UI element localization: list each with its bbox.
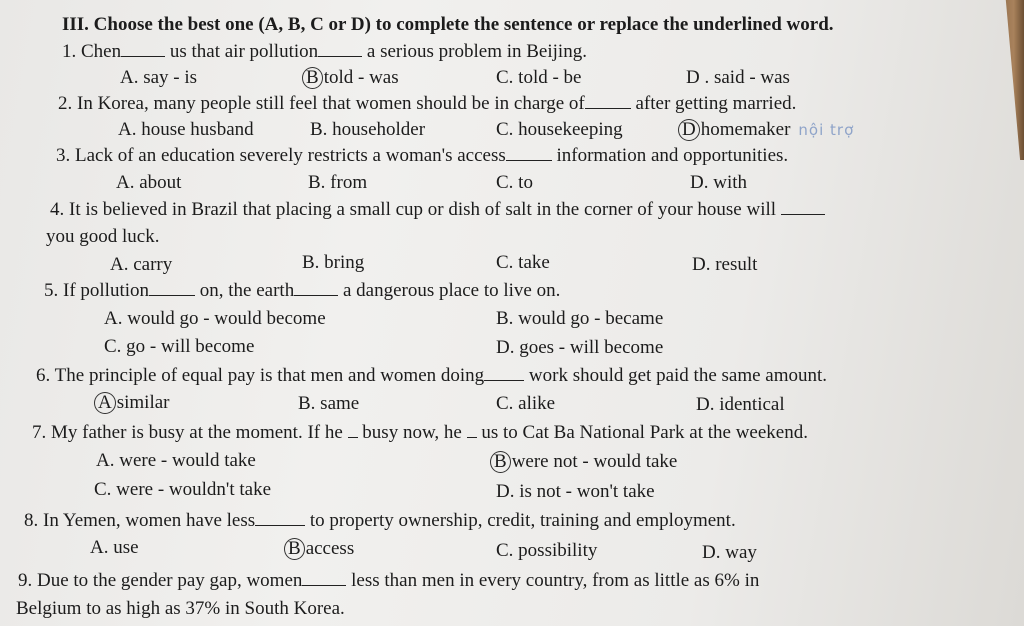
q7-option-a: A. were - would take — [96, 450, 256, 471]
q6-option-c: C. alike — [496, 393, 556, 414]
q8-option-b — [284, 537, 354, 561]
q7-option-b — [490, 450, 677, 474]
q7-text-2: busy now, he — [362, 422, 462, 443]
q1-text-1: Chen — [81, 41, 122, 62]
q2-handwritten-note: nội trợ — [798, 121, 855, 139]
q3-option-d: D. with — [690, 172, 747, 193]
question-6 — [36, 364, 827, 388]
question-3 — [56, 144, 788, 168]
q8-blank — [255, 511, 305, 526]
q9-text-1: 9. Due to the gender pay gap, women — [18, 570, 303, 591]
q7-text-1: 7. My father is busy at the moment. If he — [32, 422, 343, 443]
q3-text-1: 3. Lack of an education severely restricts a woman's access — [56, 145, 506, 166]
q2-text-1: 2. In Korea, many people still feel that women should be in charge of — [58, 93, 585, 114]
q4-text-2: you good luck. — [46, 226, 160, 247]
q1-blank-1 — [121, 42, 165, 57]
q3-option-b: B. from — [308, 172, 368, 193]
q8-answer-circle: B — [284, 538, 305, 560]
q2-option-d — [678, 118, 854, 142]
q8-option-a: A. use — [90, 537, 139, 558]
q7-blank-2 — [467, 423, 477, 438]
q1-option-b-text: told - was — [323, 67, 399, 88]
q1-option-b — [302, 66, 399, 90]
q1-text-2: us that air pollution — [169, 41, 319, 62]
q2-text-2: after getting married. — [635, 93, 797, 114]
q6-option-a-text: similar — [116, 392, 170, 413]
q9-text-2: less than men in every country, from as little as 6% in — [351, 570, 760, 591]
q2-option-d-text: homemaker — [700, 119, 791, 140]
q1-number: 1. — [62, 41, 77, 62]
question-2 — [58, 92, 796, 116]
q4-option-d: D. result — [692, 254, 758, 275]
q4-option-b: B. bring — [302, 252, 365, 273]
q1-text-3: a serious problem in Beijing. — [366, 41, 587, 62]
q5-option-d: D. goes - will become — [496, 337, 664, 358]
q6-blank — [484, 366, 524, 381]
q6-text-2: work should get paid the same amount. — [528, 365, 828, 386]
q1-blank-2 — [318, 42, 362, 57]
q7-text-3: us to Cat Ba National Park at the weekend. — [481, 422, 808, 443]
q2-blank — [585, 94, 631, 109]
q4-text-1: 4. It is believed in Brazil that placing a small cup or dish of salt in the corner of your house will — [50, 199, 777, 220]
q1-answer-circle: B — [302, 67, 323, 89]
q2-option-a: A. house husband — [118, 119, 254, 140]
q8-option-c: C. possibility — [496, 540, 598, 561]
q5-text-1: 5. If pollution — [44, 280, 150, 301]
q7-option-c: C. were - wouldn't take — [94, 479, 272, 500]
q8-text-2: to property ownership, credit, training and employment. — [309, 510, 736, 531]
question-1 — [62, 40, 587, 64]
q4-option-a: A. carry — [110, 254, 173, 275]
q6-option-a — [94, 391, 170, 415]
q7-option-b-text: were not - would take — [511, 451, 678, 472]
q3-text-2: information and opportunities. — [556, 145, 789, 166]
q6-text-1: 6. The principle of equal pay is that men and women doing — [36, 365, 485, 386]
q4-blank — [781, 200, 825, 215]
question-7 — [32, 421, 808, 445]
q5-text-2: on, the earth — [199, 280, 295, 301]
q1-option-c: C. told - be — [496, 67, 582, 88]
question-4 — [50, 198, 825, 222]
q9-text-3: Belgium to as high as 37% in South Korea. — [16, 598, 345, 619]
q5-option-c: C. go - will become — [104, 336, 255, 357]
question-9 — [18, 569, 759, 593]
q9-blank — [302, 571, 346, 586]
q5-text-3: a dangerous place to live on. — [342, 280, 561, 301]
q5-option-b: B. would go - became — [496, 308, 664, 329]
q1-option-d: D . said - was — [686, 67, 790, 88]
q5-blank-2 — [294, 281, 338, 296]
q3-option-a: A. about — [116, 172, 182, 193]
q8-text-1: 8. In Yemen, women have less — [24, 510, 256, 531]
q7-option-d: D. is not - won't take — [496, 481, 655, 502]
q3-blank — [506, 146, 552, 161]
q6-option-b: B. same — [298, 393, 360, 414]
q7-answer-circle: B — [490, 451, 511, 473]
q3-option-c: C. to — [496, 172, 533, 193]
q8-option-d: D. way — [702, 542, 757, 563]
q6-option-d: D. identical — [696, 394, 785, 415]
q2-option-b: B. householder — [310, 119, 426, 140]
q6-answer-circle: A — [94, 392, 116, 414]
q2-answer-circle: D — [678, 119, 700, 141]
q1-option-a: A. say - is — [120, 67, 198, 88]
q5-option-a: A. would go - would become — [104, 308, 326, 329]
q8-option-b-text: access — [305, 538, 355, 559]
q4-option-c: C. take — [496, 252, 550, 273]
q2-option-c: C. housekeeping — [496, 119, 623, 140]
section-heading: III. Choose the best one (A, B, C or D) to complete the sentence or replace the underlined word. — [62, 14, 834, 35]
q7-blank-1 — [348, 423, 358, 438]
question-8 — [24, 509, 736, 533]
question-5 — [44, 279, 560, 303]
q5-blank-1 — [149, 281, 195, 296]
